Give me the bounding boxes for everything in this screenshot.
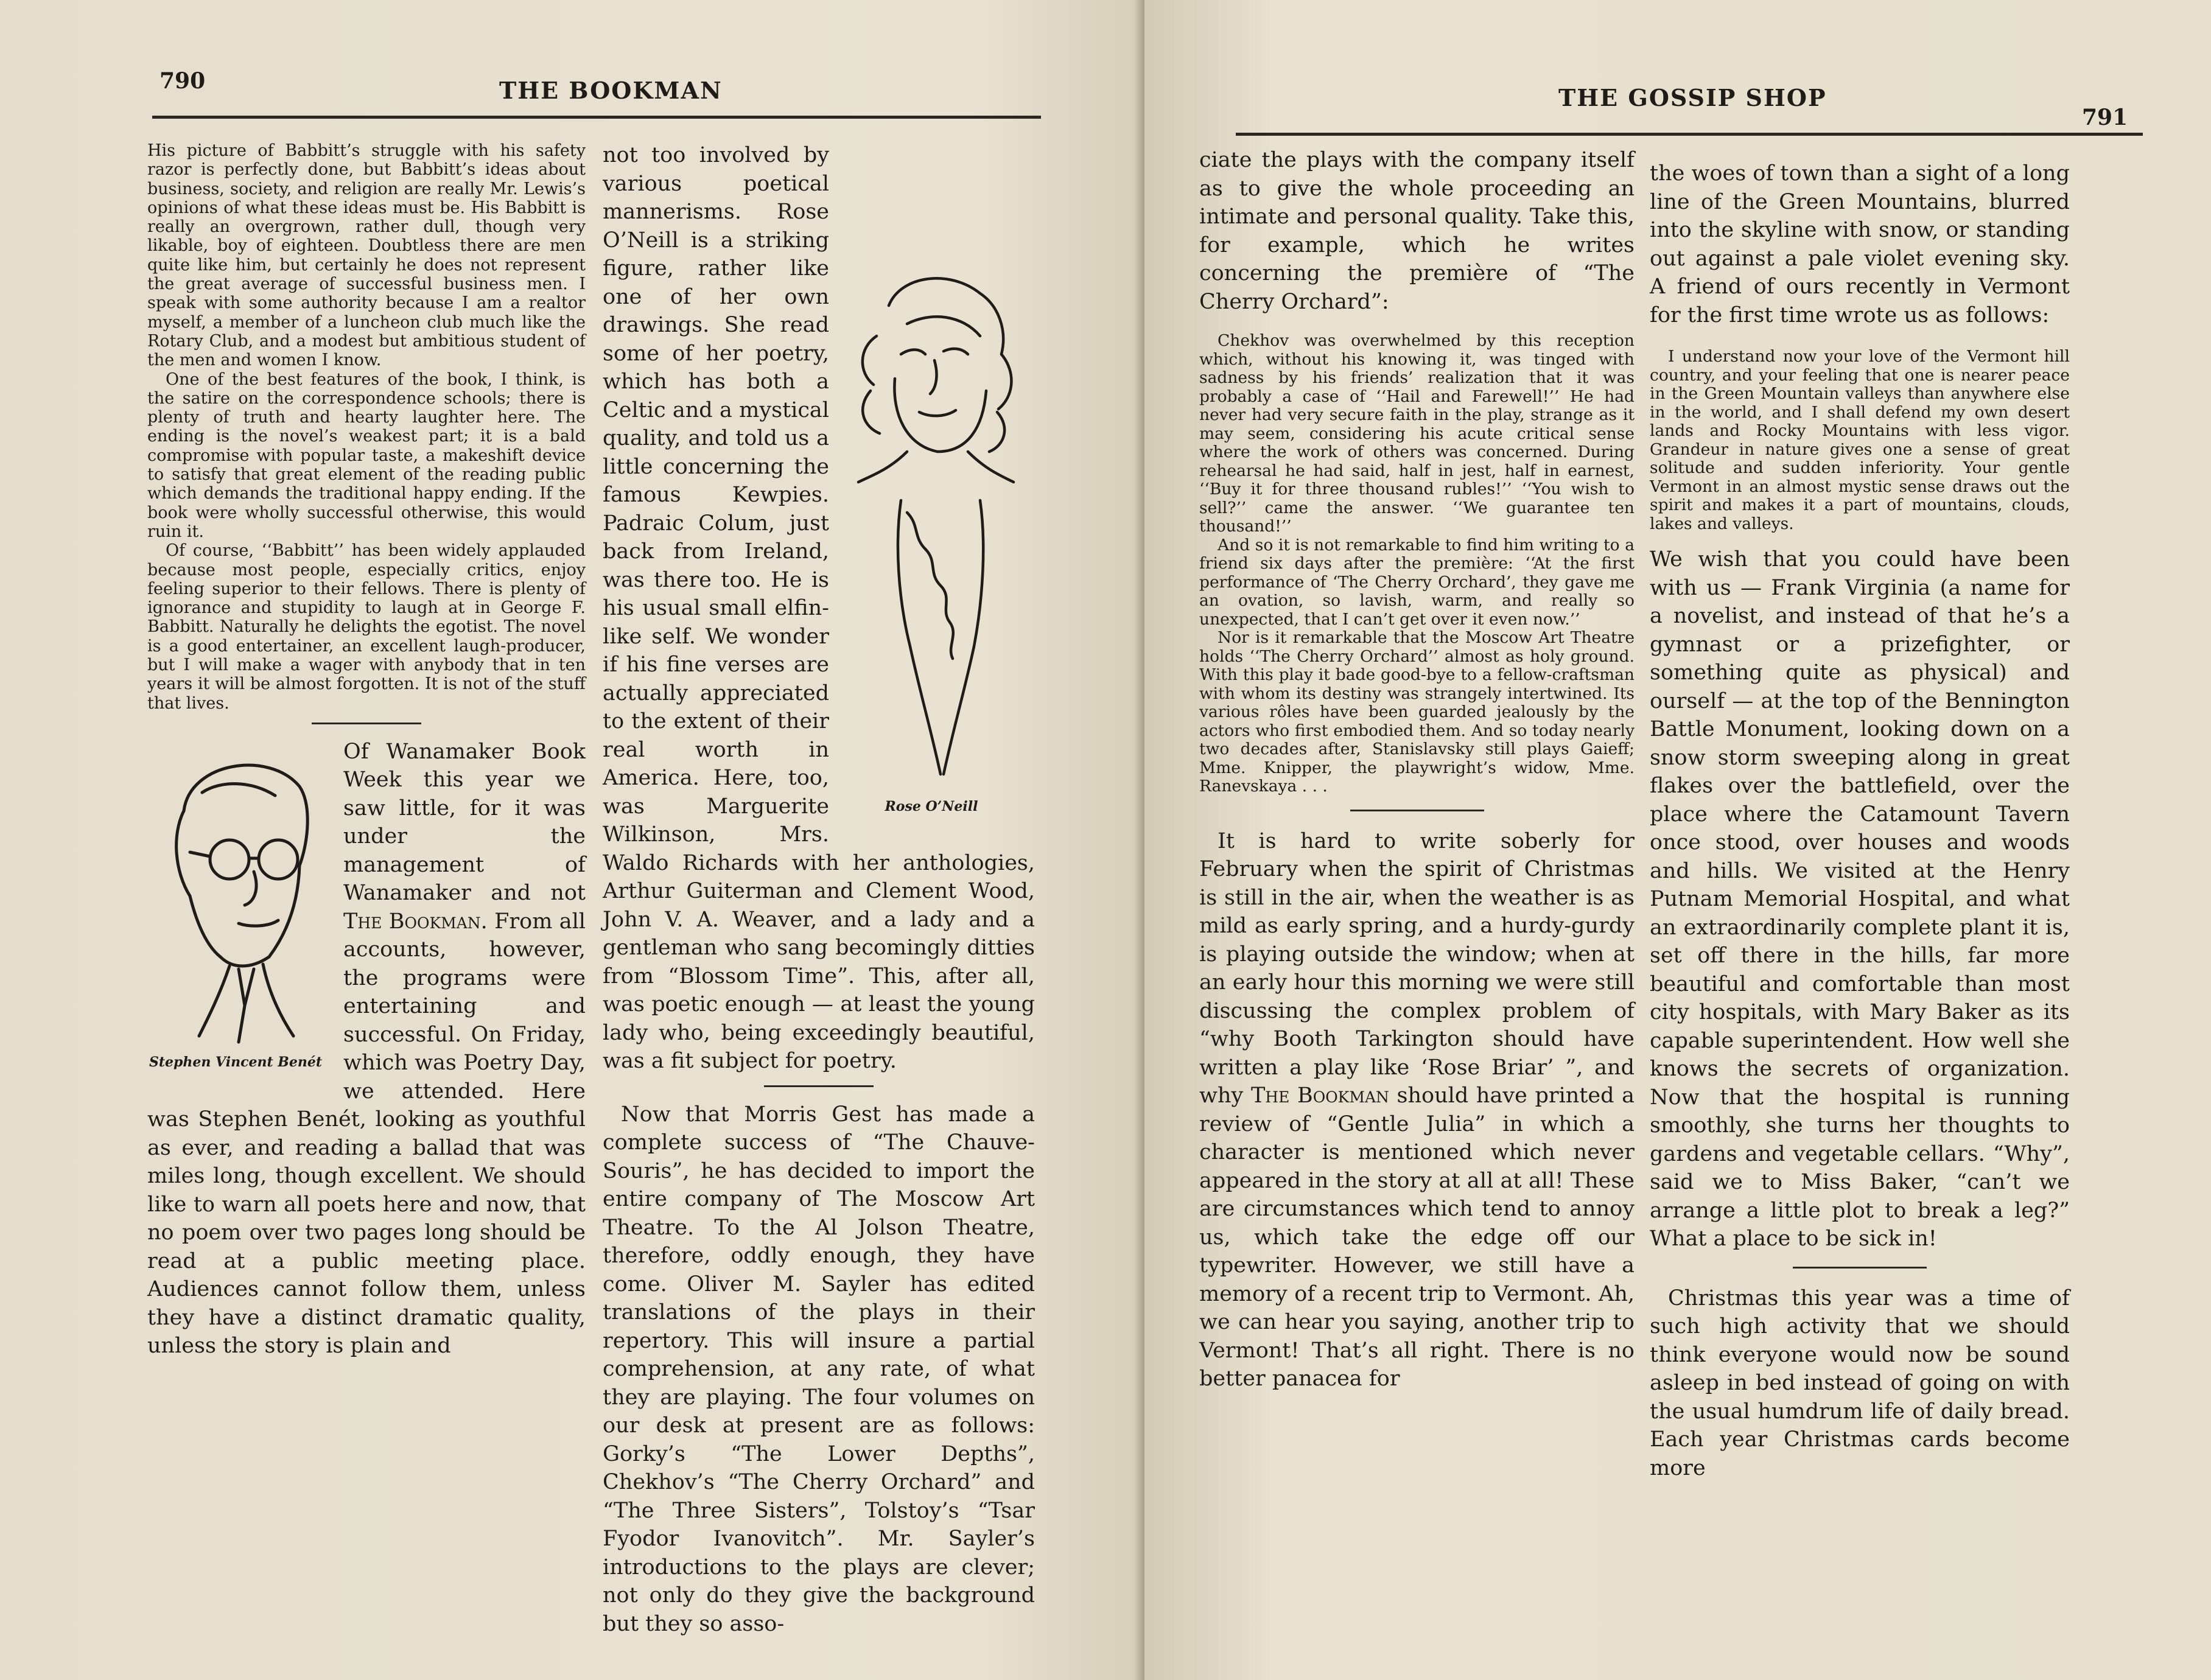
- section-divider: [764, 1085, 874, 1087]
- right-page: [1144, 0, 2211, 1680]
- christmas-paragraph: Christmas this year was a time of such high activity that we should think everyone would now be sound asleep in bed instead of going on with the usual humdrum life of daily bread. Each year Christmas cards become more: [1650, 1286, 2070, 1480]
- right-running-head: THE GOSSIP SHOP: [1558, 84, 1827, 111]
- vermont-quote-text: I understand now your love of the Vermont hill country, and your feeling that one is nearer peace in the Green Mountain valleys than anywhere else in the world, and I shall defend my own desert lands and Rocky Mountains with less vigor. Grandeur in nature gives one a sense of great solitude and sudden inferiority. Your gentle Vermont in an almost mystic sense draws out the spirit and makes it a part of mountains, clouds, lakes and valleys.: [1650, 347, 2070, 533]
- section-divider: [1793, 1267, 1927, 1269]
- left-page-number: 790: [159, 68, 206, 94]
- benet-portrait-sketch: [147, 738, 330, 1054]
- left-column-2: [603, 141, 1035, 1636]
- bookman-mention-left: The Bookman: [343, 909, 481, 934]
- february-paragraph: [1199, 827, 1635, 1393]
- section-divider: [1350, 810, 1484, 811]
- cherry-orchard-quote: [1199, 332, 1635, 796]
- left-header-rule: [152, 116, 1041, 119]
- babbitt-paragraph-1: His picture of Babbitt’s struggle with his safety razor is perfectly done, but Babbitt’s ideas about business, society, and religion are really Mr. Lewis’s opinions of what these ideas must be. His Babbitt is really an overgrown, rather dull, though very likable, boy of eighteen. Doubtless there are men quite like him, but certainly he does not represent the great average of successful business men. I speak with some authority because I am a realtor myself, a member of a luncheon club much like the Rotary Club, and a modest but ambitious student of the men and women I know.: [147, 141, 586, 370]
- oneill-caption: Rose O’Neill: [885, 799, 978, 814]
- benet-illustration: [147, 738, 336, 1085]
- bookman-mention-right: The Bookman: [1250, 1083, 1389, 1108]
- oneill-portrait-sketch: [834, 269, 1029, 799]
- february-text-b: should have printed a review of “Gentle Julia” in which a character is mentioned which never appeared in the story at all at all! These are circumstances which tend to annoy us, which take the edge off our typewriter. However, we still have a memory of a recent trip to Vermont. Ah, we can hear you saying, another trip to Vermont! That’s all right. There is no better panacea for: [1199, 1083, 1635, 1391]
- babbitt-review: [147, 141, 586, 713]
- right-column-1: [1199, 146, 1635, 1546]
- wanamaker-text-a: Of Wanamaker Book Week this year we saw little, for it was under the management of Wanamaker and not: [343, 739, 586, 906]
- benet-caption: Stephen Vincent Benét: [149, 1054, 323, 1070]
- oneill-illustration: [834, 269, 1035, 835]
- right-page-number: 791: [2082, 105, 2128, 130]
- quote-paragraph-1: Chekhov was overwhelmed by this reception which, without his knowing it, was tinged with sadness by his friends’ realization that it was probably a case of ‘‘Hail and Farewell!’’ He had never had very secure faith in the play, strange as it may seem, considering his acute critical sense where the work of others was concerned. During rehearsal he had said, half in jest, half in earnest, ‘‘Buy it for three thousand rubles!’’ ‘‘You wish to sell?’’ came the answer. ‘‘We guarantee ten thousand!’’: [1199, 331, 1635, 536]
- right-header-rule: [1236, 133, 2143, 136]
- sayler-lead-paragraph: ciate the plays with the company itself as to give the whole proceeding an intimate and personal quality. Take this, for example, which he writes concerning the première of “The Cherry Orchard”:: [1199, 148, 1635, 314]
- vermont-letter-quote: [1650, 348, 2070, 533]
- babbitt-paragraph-2: One of the best features of the book, I think, is the satire on the correspondence schools; there is plenty of truth and hearty laughter here. The ending is the novel’s weakest part; it is a bald compromise with popular taste, a makeshift device to satisfy that great element of the reading public which demands the traditional happy ending. If the book were wholly successful otherwise, this would ruin it.: [147, 369, 586, 541]
- section-divider: [312, 723, 421, 724]
- bennington-paragraph: We wish that you could have been with us — Frank Virginia (a name for a novelist, and instead of that he’s a gymnast or a prizefighter, or something quite as physical) and ourself — at the top of the Bennington Battle Monument, looking down on a snow storm sweeping along in great flakes over the battlefield, over the place where the Catamount Tavern once stood, over houses and woods and hills. We visited at the Henry Putnam Memorial Hospital, and what an extraordinarily complete plant it is, set off there in the hills, far more beautiful and comfortable than most city hospitals, with Mary Baker as its capable superintendent. How well she knows the secrets of organization. Now that the hospital is running smoothly, she turns her thoughts to gardens and vegetable cellars. “Why”, said we to Miss Baker, “can’t we arrange a little plot to break a leg?” What a place to be sick in!: [1650, 547, 2070, 1251]
- moscow-art-paragraph: Now that Morris Gest has made a complete success of “The Chauve-Souris”, he has decided to import the entire company of The Moscow Art Theatre. To the Al Jolson Theatre, therefore, oddly enough, they have come. Oliver M. Sayler has edited translations of the plays in their repertory. This will insure a partial comprehension, at any rate, of what they are playing. The four volumes on our desk at present are as follows: Gorky’s “The Lower Depths”, Chekhov’s “The Cherry Orchard” and “The Three Sisters”, Tolstoy’s “Tsar Fyodor Ivanovitch”. Mr. Sayler’s introductions to the plays are clever; not only do they give the background but they so asso-: [603, 1102, 1035, 1636]
- left-running-head: THE BOOKMAN: [499, 77, 723, 104]
- poetry-day-paragraph: not too involved by various poetical mannerisms. Rose O’Neill is a striking figure, rather like one of her own drawings. She read some of her poetry, which has both a Celtic and a mystical quality, and told us a little concerning the famous Kewpies. Padraic Colum, just back from Ireland, was there too. He is his usual small elfin-like self. We wonder if his fine verses are actually appreciated to the extent of their real worth in America. Here, too, was Marguerite Wilkinson, Mrs. Waldo Richards with her anthologies, Arthur Guiterman and Clement Wood, John V. A. Weaver, and a lady and a gentleman who sang becomingly ditties from “Blossom Time”. This, after all, was poetic enough — at least the young lady who, being exceedingly beautiful, was a fit subject for poetry.: [603, 143, 1035, 1073]
- right-column-2: [1650, 159, 2070, 1559]
- wanamaker-text-b: . From all accounts, however, the programs were entertaining and successful. On Friday, which was Poetry Day, we attended. Here was Stephen Benét, looking as youthful as ever, and reading a ballad that was miles long, though excellent. We should like to warn all poets here and now, that no poem over two pages long should be read at a public meeting place. Audiences cannot follow them, unless they have a distinct dramatic quality, unless the story is plain and: [147, 909, 586, 1359]
- quote-paragraph-3: Nor is it remarkable that the Moscow Art Theatre holds ‘‘The Cherry Orchard’’ almost as holy ground. With this play it bade good-bye to a fellow-craftsman with whom its destiny was strangely intertwined. Its various rôles have been guarded jealously by the actors who first embodied them. And so today nearly two decades after, Stanislavsky still plays Gaieff; Mme. Knipper, the playwright’s widow, Mme. Ranevskaya . . .: [1199, 628, 1635, 796]
- left-column-1: [147, 141, 586, 1541]
- babbitt-paragraph-3: Of course, ‘‘Babbitt’’ has been widely applauded because most people, especially critics, enjoy feeling superior to their fellows. There is plenty of ignorance and stupidity to laugh at in George F. Babbitt. Naturally he delights the egotist. The novel is a good entertainer, an excellent laugh-producer, but I will make a wager with anybody that in ten years it will be almost forgotten. It is not of the stuff that lives.: [147, 541, 586, 713]
- vermont-lead-paragraph: the woes of town than a sight of a long line of the Green Mountains, blurred into the skyline with snow, or standing out against a pale violet evening sky. A friend of ours recently in Vermont for the first time wrote us as follows:: [1650, 161, 2070, 327]
- quote-paragraph-2: And so it is not remarkable to find him writing to a friend six days after the première: ‘‘At the first performance of ‘The Cherry Orchard’, they gave me an ovation, so lavish, warm, and really so unexpected, that I can’t get over it even now.’’: [1199, 535, 1635, 629]
- february-text-a: It is hard to write soberly for February when the spirit of Christmas is still in the air, when the weather is as mild as early spring, and a hurdy-gurdy is playing outside the window; when at an early hour this morning we were still discussing the complex problem of “why Booth Tarkington should have written a play like ‘Rose Briar’ ”, and why: [1199, 828, 1635, 1108]
- wanamaker-section: [147, 738, 586, 1360]
